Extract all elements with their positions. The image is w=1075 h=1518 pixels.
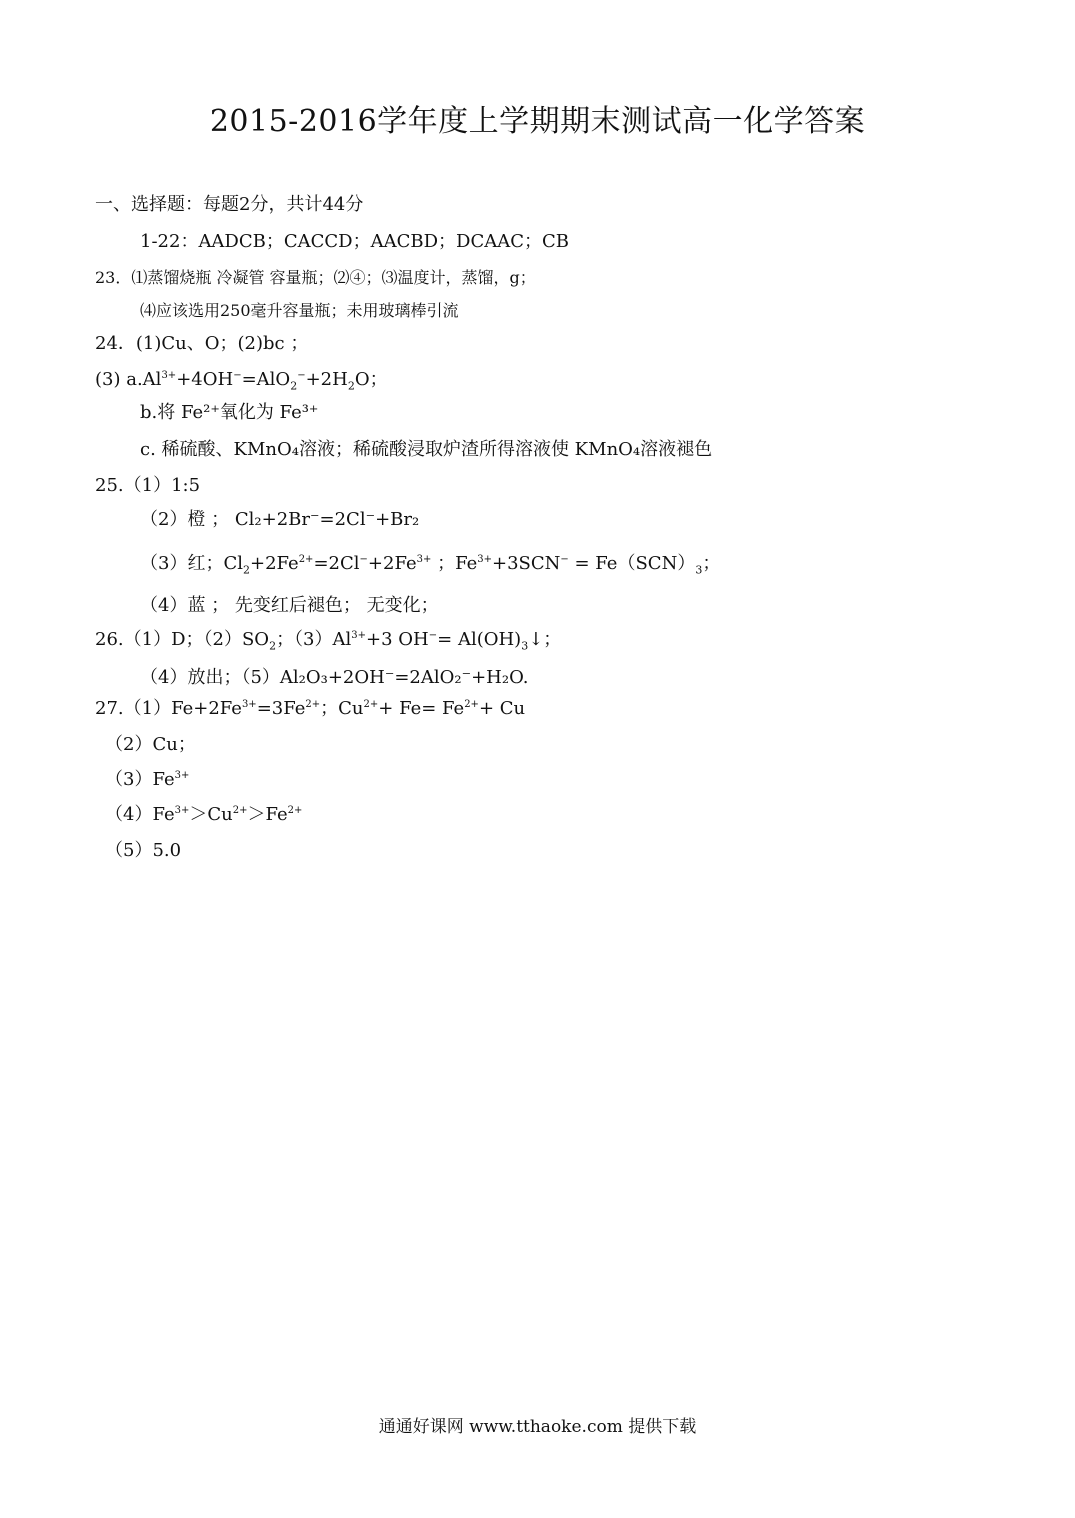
section-1-answers: 1-22：AADCB；CACCD；AACBD；DCAAC；CB — [140, 231, 570, 252]
q23-line-1: 23．⑴蒸馏烧瓶 冷凝管 容量瓶；⑵④；⑶温度计，蒸馏，g； — [95, 268, 536, 287]
q26-line-1: 26.（1）D；$(2)SO_2$；$(3)Al^{3+}+3$ $OH^-= Al(OH)_3↓$； — [95, 629, 562, 653]
q27-line-3: $(3)Fe^{3+}$ — [105, 769, 190, 790]
q26-line-2: （4）放出；（5）Al₂O₃+2OH⁻=2AlO₂⁻+H₂O. — [140, 667, 529, 688]
page-title: 2015-2016学年度上学期期末测试高一化学答案 — [209, 104, 866, 139]
q25-line-1: 25.（1）1:5 — [95, 475, 201, 496]
q23-line-2: ⑷应该选用250毫升容量瓶；未用玻璃棒引流 — [140, 301, 459, 320]
q24-line-2: (3) $a.Al^{3+}+4OH^-=AlO_2^-+2H_2O$； — [95, 369, 388, 393]
q24-line-4: c. 稀硫酸、KMnO₄溶液；稀硫酸浸取炉渣所得溶液使 KMnO₄溶液褪色 — [140, 439, 713, 460]
q27-line-2: （2）Cu； — [105, 734, 196, 755]
q27-line-1: $27.(1)Fe+2Fe^{3+}=3Fe^{2+}$；$Cu^{2+}+ Fe= Fe^{2+}+ Cu$ — [95, 698, 526, 719]
q24-line-3: b.将 Fe²⁺氧化为 Fe³⁺ — [140, 402, 319, 423]
q27-line-5: （5）5.0 — [105, 840, 182, 861]
section-1-heading: 一、选择题：每题2分，共计44分 — [95, 194, 364, 215]
q25-line-2: （2）橙 ； Cl₂+2Br⁻=2Cl⁻+Br₂ — [140, 509, 420, 530]
footer-source: 通通好课网 www.tthaoke.com 提供下载 — [378, 1417, 697, 1437]
q27-line-4: $(4)Fe^{3+}>Cu^{2+}>Fe^{2+}$ — [105, 804, 303, 825]
q25-line-4: （4）蓝 ； 先变红后褪色； 无变化； — [140, 595, 439, 616]
q24-line-1: 24．(1)Cu、O；(2)bc ； — [95, 333, 309, 354]
q24-line-2-label: (3) a. — [95, 369, 143, 390]
q25-line-3: （3）红；$Cl_2+2Fe^{2+}=2Cl^-+2Fe^{3+}$ ；$Fe^{3+}+3SCN^- = Fe(SCN)_3$； — [140, 553, 721, 577]
